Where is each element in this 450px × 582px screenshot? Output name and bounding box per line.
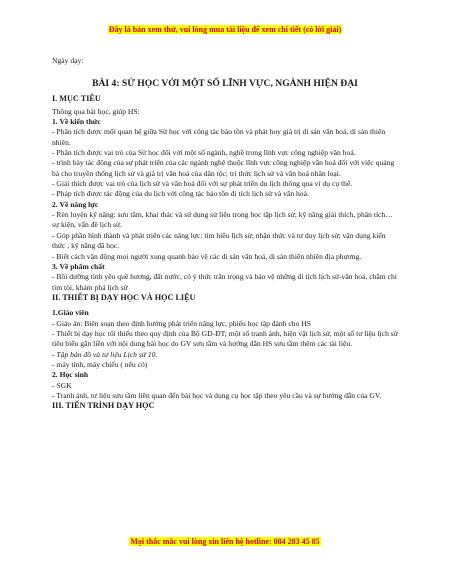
knowledge-item: - Phân tích được mối quan hệ giữa Sử học với công tác bảo tồn và phát huy giá trị di sản văn hoá, di sản thiên nhiên. <box>52 127 386 147</box>
teacher-item: - Tập bản đồ và tư liệu Lịch sử 10. <box>52 349 158 359</box>
subheading-knowledge: 1. Về kiến thức <box>52 117 101 127</box>
knowledge-item: - Giải thích được vai trò của lịch sử và văn hoá đối với sự phát triển du lịch thông qua ví dụ cụ thể. <box>52 179 353 189</box>
section-heading-equipment: II. THIẾT BỊ DẠY HỌC VÀ HỌC LIỆU <box>52 292 196 302</box>
section-heading-objectives: I. MỤC TIÊU <box>52 94 101 104</box>
teacher-item: - Thiết bị dạy học tối thiểu theo quy định của Bộ GD-ĐT; một số tranh ảnh, hiện vật lịch sử, một số tư liệu lịch sử tiêu biểu gắn liền với nội dung bài học do GV sưu tầm và hướng dẫn HS sưu tầm thêm các tài liệu. <box>52 328 398 349</box>
competence-item: - Góp phần hình thành và phát triển các năng lực: tìm hiểu lịch sử; nhận thức và tư duy lịch sử; vận dụng kiến thức , kỹ năng đã học. <box>52 230 386 251</box>
student-item: - SGK <box>52 380 72 390</box>
lesson-title: BÀI 4: SỬ HỌC VỚI MỘT SỐ LĨNH VỰC, NGÀNH HIỆN ĐẠI <box>92 78 358 90</box>
student-item: - Tranh ảnh, tư liệu sưu tầm liên quan đến bài học và dụng cụ học tập theo yêu cầu và sự hướng dẫn của GV. <box>52 390 382 400</box>
competence-item: - Rèn luyện kỹ năng: sưu tầm, khai thác và sử dụng sử liệu trong học tập lịch sử; kỹ năng giải thích, phân tích… sự kiện, vấn đề lịch sử. <box>52 210 393 230</box>
bottom-hotline-banner <box>0 537 450 546</box>
document-body <box>52 56 398 412</box>
section-heading-process: III. TIẾN TRÌNH DẠY HỌC <box>52 401 155 411</box>
top-preview-banner <box>0 25 450 34</box>
top-preview-banner-text: Đây là bản xem thử, vui lòng mua tài liệu để xem chi tiết (có lời giải) <box>108 25 342 34</box>
subheading-qualities: 3. Về phẩm chất <box>52 261 105 271</box>
knowledge-item: - Pháp tích được tác động của du lịch với công tác bảo tồn di tích lịch sử và văn hoá. <box>52 189 309 199</box>
bottom-hotline-banner-text: Mọi thắc mắc vui lòng xin liên hệ hotline: 084 283 45 85 <box>130 537 320 546</box>
knowledge-item: - Phân tích được vai trò của Sử học đối với một số ngành, nghề trong lĩnh vực công nghiệp văn hoá. <box>52 148 356 158</box>
subheading-competence: 2. Về năng lực <box>52 199 99 209</box>
date-line: Ngày dạy: <box>52 56 84 65</box>
intro-text: Thông qua bài học, giúp HS: <box>52 106 140 116</box>
teacher-item: - máy tính, máy chiếu ( nếu có) <box>52 359 148 369</box>
subheading-teacher: 1.Giáo viên <box>52 308 89 318</box>
subheading-student: 2. Học sinh <box>52 370 89 380</box>
competence-item: - Biết cách vận động mọi người xung quanh bảo vệ các di sản văn hoá, di sản thiên nhiên địa phương. <box>52 251 362 261</box>
teacher-item: - Giáo án: Biên soạn theo định hướng phát triển năng lực, phiếu học tập dành cho HS <box>52 318 311 328</box>
qualities-item: - Bồi dưỡng tình yêu quê hương, đất nước, có ý thức trân trọng và bảo vệ những di tích lịch sử-văn hoá, chăm chỉ tìm tòi, khám phá lịch sử <box>52 272 397 292</box>
knowledge-item: - trình bày tác động của sự phát triển của các ngành nghệ thuộc lĩnh vực công nghiệp văn hoá đối với việc quảng bá cho truyền thống lịch sử và giá trị văn hoá của dân tộc; tri thức lịch sử và văn hoá nhân loại. <box>52 158 395 178</box>
